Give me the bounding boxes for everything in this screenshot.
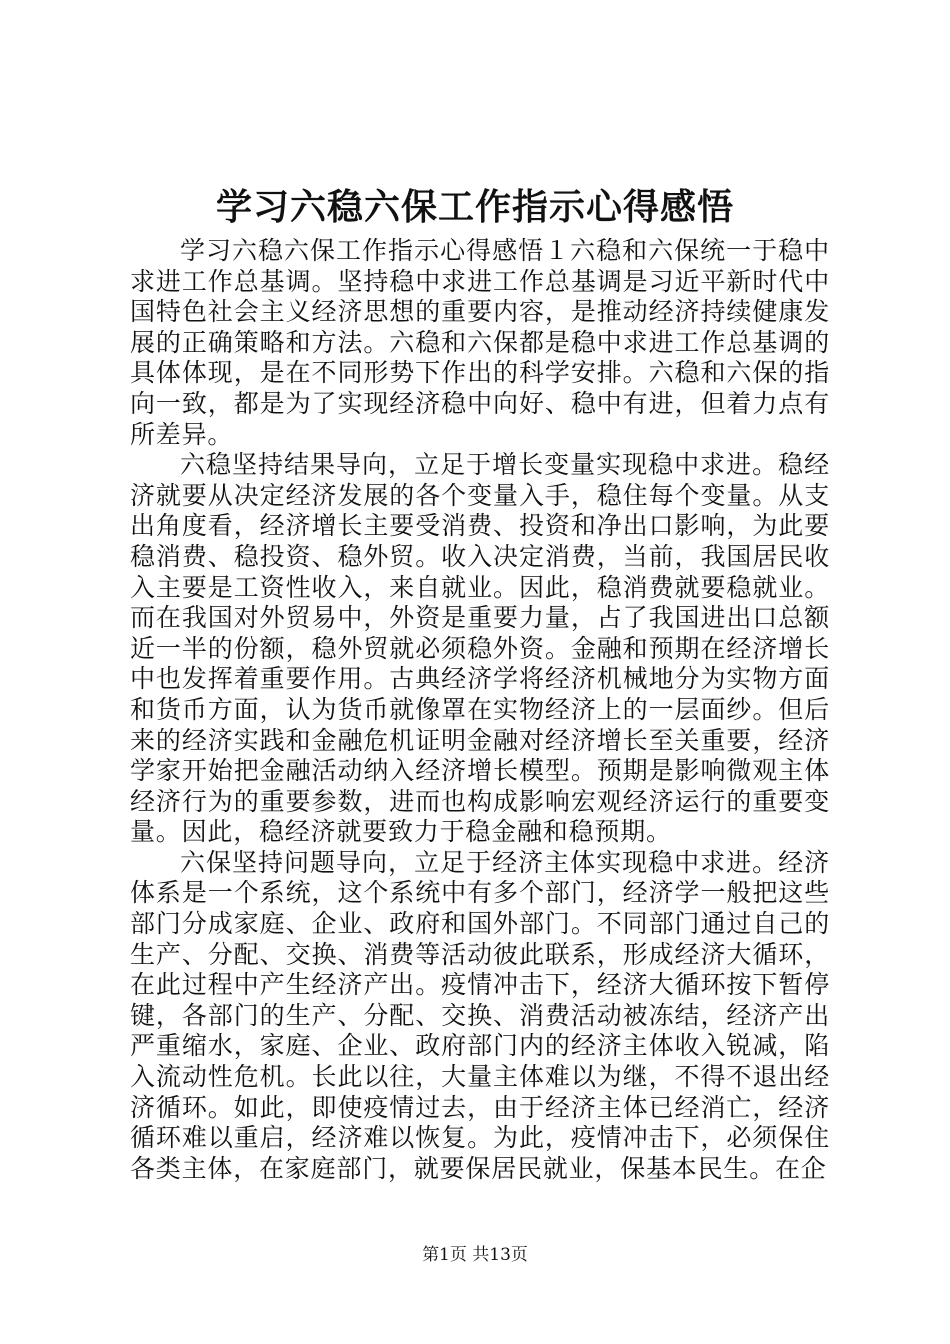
- document-body: [130, 236, 830, 1184]
- document-title: 学习六稳六保工作指示心得感悟: [215, 186, 734, 228]
- page-number-footer: 第1页 共13页: [422, 1245, 528, 1265]
- paragraph-1: 学习六稳六保工作指示心得感悟１六稳和六保统一于稳中求进工作总基调。坚持稳中求进工作总基调是习近平新时代中国特色社会主义经济思想的重要内容，是推动经济持续健康发展的正确策略和方法。六稳和六保都是稳中求进工作总基调的具体体现，是在不同形势下作出的科学安排。六稳和六保的指向一致，都是为了实现经济稳中向好、稳中有进，但着力点有所差异。: [130, 236, 830, 449]
- paragraph-2: 六稳坚持结果导向，立足于增长变量实现稳中求进。稳经济就要从决定经济发展的各个变量入手，稳住每个变量。从支出角度看，经济增长主要受消费、投资和净出口影响，为此要稳消费、稳投资、稳外贸。收入决定消费，当前，我国居民收入主要是工资性收入，来自就业。因此，稳消费就要稳就业。而在我国对外贸易中，外资是重要力量，占了我国进出口总额近一半的份额，稳外贸就必须稳外资。金融和预期在经济增长中也发挥着重要作用。古典经济学将经济机械地分为实物方面和货币方面，认为货币就像罩在实物经济上的一层面纱。但后来的经济实践和金融危机证明金融对经济增长至关重要，经济学家开始把金融活动纳入经济增长模型。预期是影响微观主体经济行为的重要参数，进而也构成影响宏观经济运行的重要变量。因此，稳经济就要致力于稳金融和稳预期。: [130, 450, 830, 847]
- paragraph-3: 六保坚持问题导向，立足于经济主体实现稳中求进。经济体系是一个系统，这个系统中有多个部门，经济学一般把这些部门分成家庭、企业、政府和国外部门。不同部门通过自己的生产、分配、交换、消费等活动彼此联系，形成经济大循环，在此过程中产生经济产出。疫情冲击下，经济大循环按下暂停键，各部门的生产、分配、交换、消费活动被冻结，经济产出严重缩水，家庭、企业、政府部门内的经济主体收入锐减，陷入流动性危机。长此以往，大量主体难以为继，不得不退出经济循环。如此，即使疫情过去，由于经济主体已经消亡，经济循环难以重启，经济难以恢复。为此，疫情冲击下，必须保住各类主体，在家庭部门，就要保居民就业，保基本民生。在企: [130, 847, 830, 1183]
